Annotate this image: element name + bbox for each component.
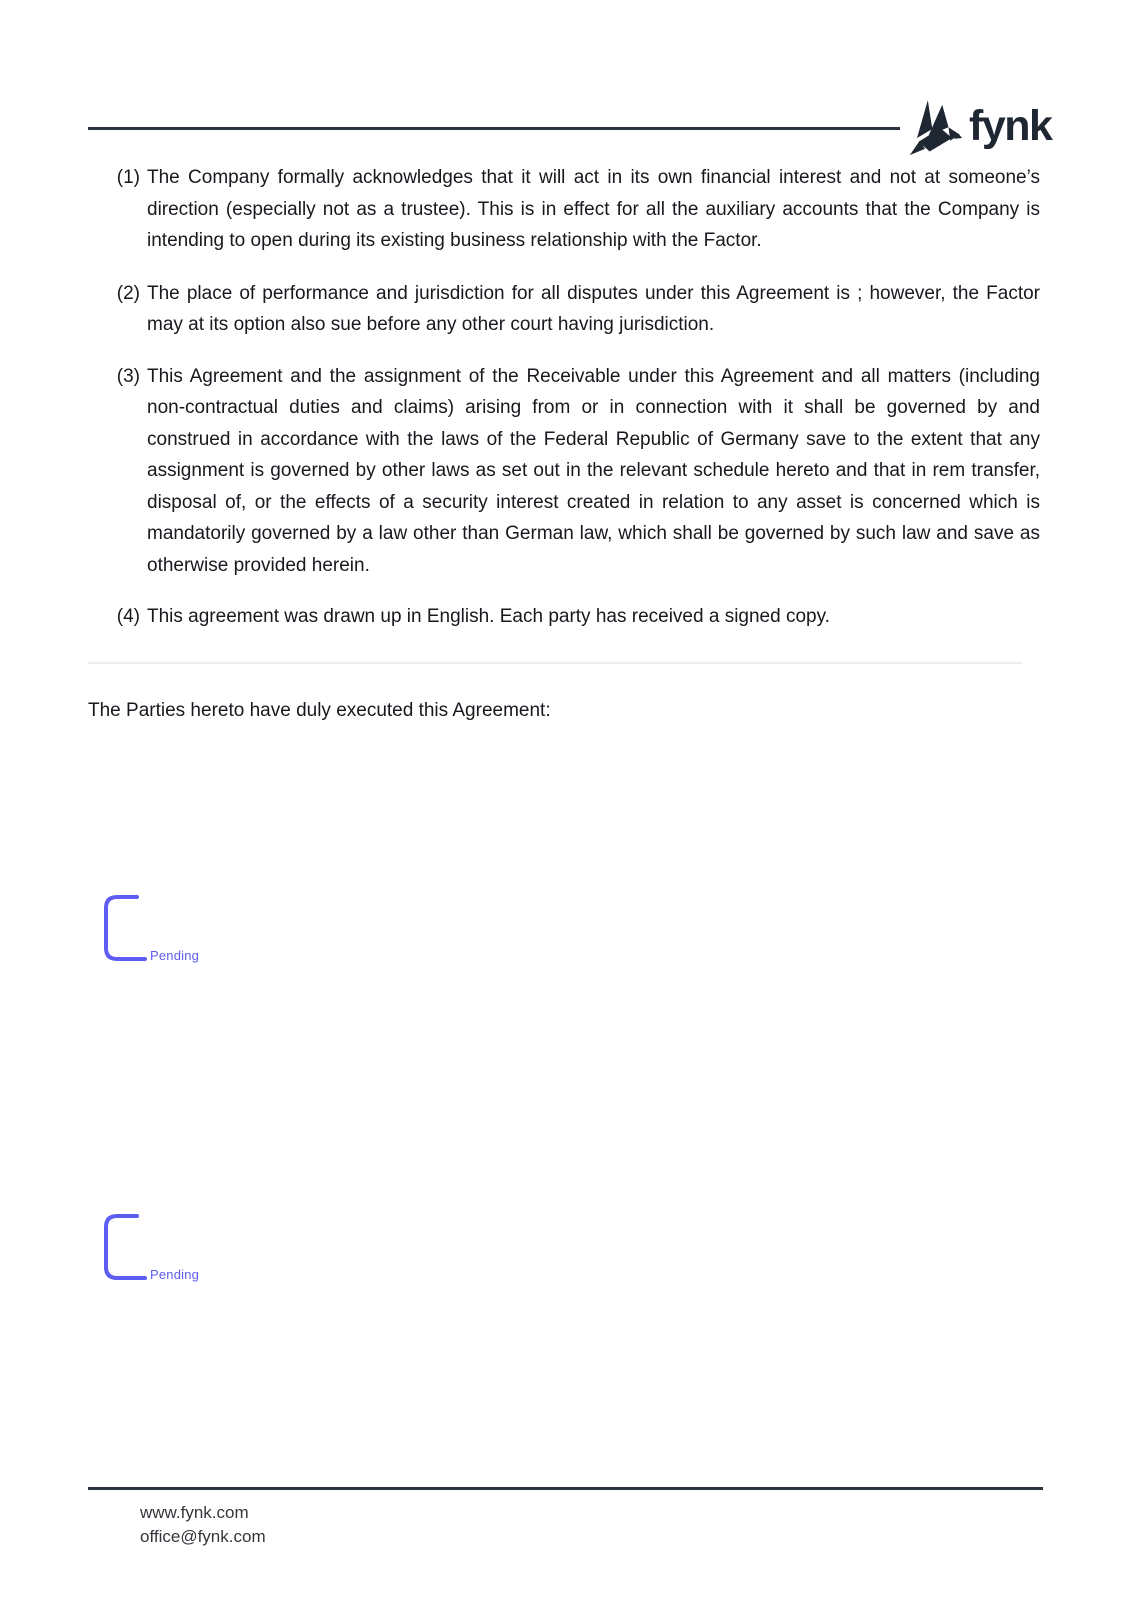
footer-website: www.fynk.com bbox=[140, 1503, 249, 1522]
numbered-clause bbox=[88, 162, 1040, 257]
signature-field-2[interactable] bbox=[100, 1213, 320, 1283]
execution-statement: The Parties hereto have duly executed this Agreement: bbox=[88, 699, 551, 721]
section-divider bbox=[88, 662, 1022, 664]
clause-number: (1) bbox=[116, 167, 140, 188]
signature-bracket-icon bbox=[100, 1213, 150, 1283]
clause-text: This Agreement and the assignment of the Receivable under this Agreement and all matters (including non-contractual duties and claims) arising from or in connection with it shall be governed by and construed in accordance with the laws of the Federal Republic of Germany save to the extent that any assignment is governed by other laws as set out in the relevant schedule hereto and that in rem transfer, disposal of, or the effects of a security interest created in relation to any asset is concerned which is mandatorily governed by a law other than German law, which shall be governed by such law and save as otherwise provided herein. bbox=[147, 365, 1040, 576]
numbered-clause bbox=[88, 278, 1040, 341]
origami-crane-icon bbox=[908, 98, 962, 160]
brand-logo bbox=[908, 96, 1051, 162]
document-body bbox=[88, 162, 1040, 726]
signature-status-badge: Pending bbox=[150, 1267, 200, 1282]
brand-wordmark: fynk bbox=[969, 101, 1052, 150]
signature-status-badge: Pending bbox=[150, 948, 200, 963]
clause-text: The Company formally acknowledges that it will act in its own financial interest and not at someone’s direction (especially not as a trustee). This is in effect for all the auxiliary accounts that the Company is intending to open during its existing business relationship with the Factor. bbox=[147, 167, 1040, 251]
clause-number: (3) bbox=[116, 365, 140, 387]
clause-text: This agreement was drawn up in English. Each party has received a signed copy. bbox=[147, 606, 830, 627]
clause-number: (4) bbox=[116, 606, 140, 627]
footer-rule bbox=[88, 1487, 1043, 1490]
footer bbox=[140, 1501, 266, 1549]
header-rule bbox=[88, 127, 900, 130]
clause-text: The place of performance and jurisdiction for all disputes under this Agreement is ; however, the Factor may at its option also sue before any other court having jurisdiction. bbox=[147, 282, 1040, 335]
numbered-clause bbox=[88, 361, 1040, 582]
clause-number: (2) bbox=[116, 282, 140, 304]
signature-bracket-icon bbox=[100, 894, 150, 964]
footer-email: office@fynk.com bbox=[140, 1527, 266, 1546]
numbered-clause bbox=[88, 601, 1040, 633]
signature-field-1[interactable] bbox=[100, 894, 320, 964]
